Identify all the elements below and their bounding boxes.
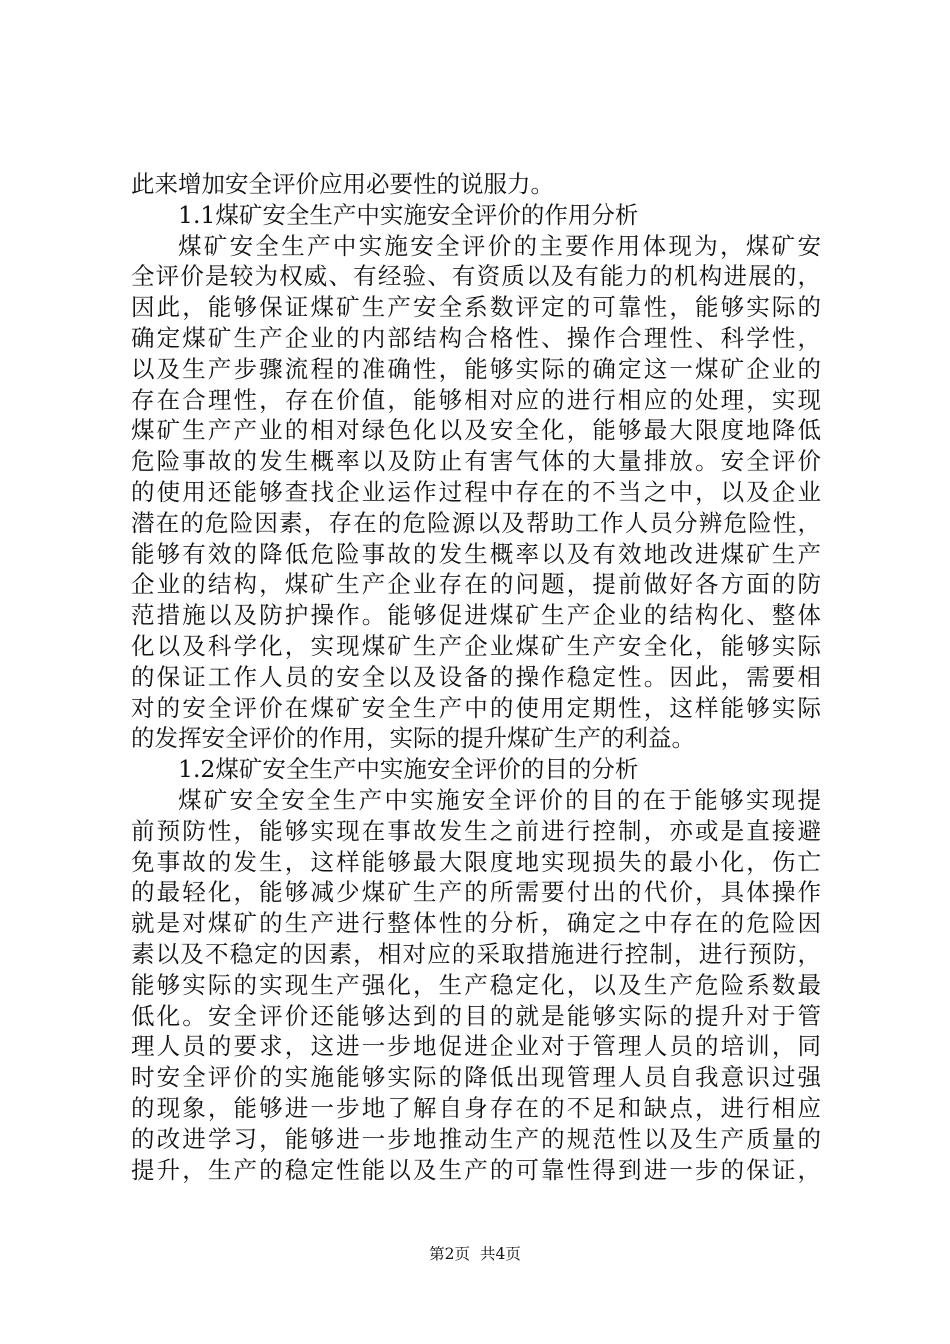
- page-total: 共4页: [480, 1245, 521, 1263]
- text-line: 素以及不稳定的因素，相对应的采取措施进行控制，进行预防，: [131, 939, 821, 968]
- text-line: 全评价是较为权威、有经验、有资质以及有能力的机构进展的，: [131, 262, 821, 291]
- text-line: 煤矿安全安全生产中实施安全评价的目的在于能够实现提: [178, 785, 821, 814]
- text-line: 确定煤矿生产企业的内部结构合格性、操作合理性、科学性，: [131, 323, 821, 352]
- text-line: 以及生产步骤流程的准确性，能够实际的确定这一煤矿企业的: [131, 354, 821, 383]
- text-line: 企业的结构，煤矿生产企业存在的问题，提前做好各方面的防: [131, 570, 821, 599]
- text-line: 存在合理性，存在价值，能够相对应的进行相应的处理，实现: [131, 385, 821, 414]
- text-line: 能够有效的降低危险事故的发生概率以及有效地改进煤矿生产: [131, 539, 821, 568]
- text-line: 免事故的发生，这样能够最大限度地实现损失的最小化，伤亡: [131, 847, 821, 876]
- text-line: 1.1煤矿安全生产中实施安全评价的作用分析: [178, 200, 639, 229]
- text-line: 煤矿生产产业的相对绿色化以及安全化，能够最大限度地降低: [131, 416, 821, 445]
- text-line: 的改进学习，能够进一步地推动生产的规范性以及生产质量的: [131, 1124, 821, 1153]
- text-line: 理人员的要求，这进一步地促进企业对于管理人员的培训，同: [131, 1032, 821, 1061]
- text-line: 的使用还能够查找企业运作过程中存在的不当之中，以及企业: [131, 477, 821, 506]
- text-line: 的发挥安全评价的作用，实际的提升煤矿生产的利益。: [131, 724, 695, 753]
- text-line: 的保证工作人员的安全以及设备的操作稳定性。因此，需要相: [131, 662, 821, 691]
- text-line: 1.2煤矿安全生产中实施安全评价的目的分析: [178, 755, 639, 784]
- text-line: 时安全评价的实施能够实际的降低出现管理人员自我意识过强: [131, 1063, 821, 1092]
- text-line: 因此，能够保证煤矿生产安全系数评定的可靠性，能够实际的: [131, 293, 821, 322]
- text-line: 此来增加安全评价应用必要性的说服力。: [131, 170, 554, 198]
- text-line: 化以及科学化，实现煤矿生产企业煤矿生产安全化，能够实际: [131, 631, 821, 660]
- text-line: 的最轻化，能够减少煤矿生产的所需要付出的代价，具体操作: [131, 878, 821, 907]
- text-line: 低化。安全评价还能够达到的目的就是能够实际的提升对于管: [131, 1001, 821, 1030]
- text-line: 提升，生产的稳定性能以及生产的可靠性得到进一步的保证，: [131, 1155, 821, 1184]
- text-line: 就是对煤矿的生产进行整体性的分析，确定之中存在的危险因: [131, 909, 821, 938]
- text-line: 前预防性，能够实现在事故发生之前进行控制，亦或是直接避: [131, 816, 821, 845]
- page-number: 第2页: [429, 1245, 470, 1263]
- text-line: 范措施以及防护操作。能够促进煤矿生产企业的结构化、整体: [131, 601, 821, 630]
- text-line: 的现象，能够进一步地了解自身存在的不足和缺点，进行相应: [131, 1093, 821, 1122]
- text-line: 能够实际的实现生产强化，生产稳定化，以及生产危险系数最: [131, 970, 821, 999]
- page-footer: [0, 1243, 950, 1265]
- text-line: 潜在的危险因素，存在的危险源以及帮助工作人员分辨危险性，: [131, 508, 821, 537]
- text-line: 对的安全评价在煤矿安全生产中的使用定期性，这样能够实际: [131, 693, 821, 722]
- document-body: [131, 169, 821, 1185]
- text-line: 危险事故的发生概率以及防止有害气体的大量排放。安全评价: [131, 447, 821, 476]
- text-line: 煤矿安全生产中实施安全评价的主要作用体现为，煤矿安: [178, 231, 821, 260]
